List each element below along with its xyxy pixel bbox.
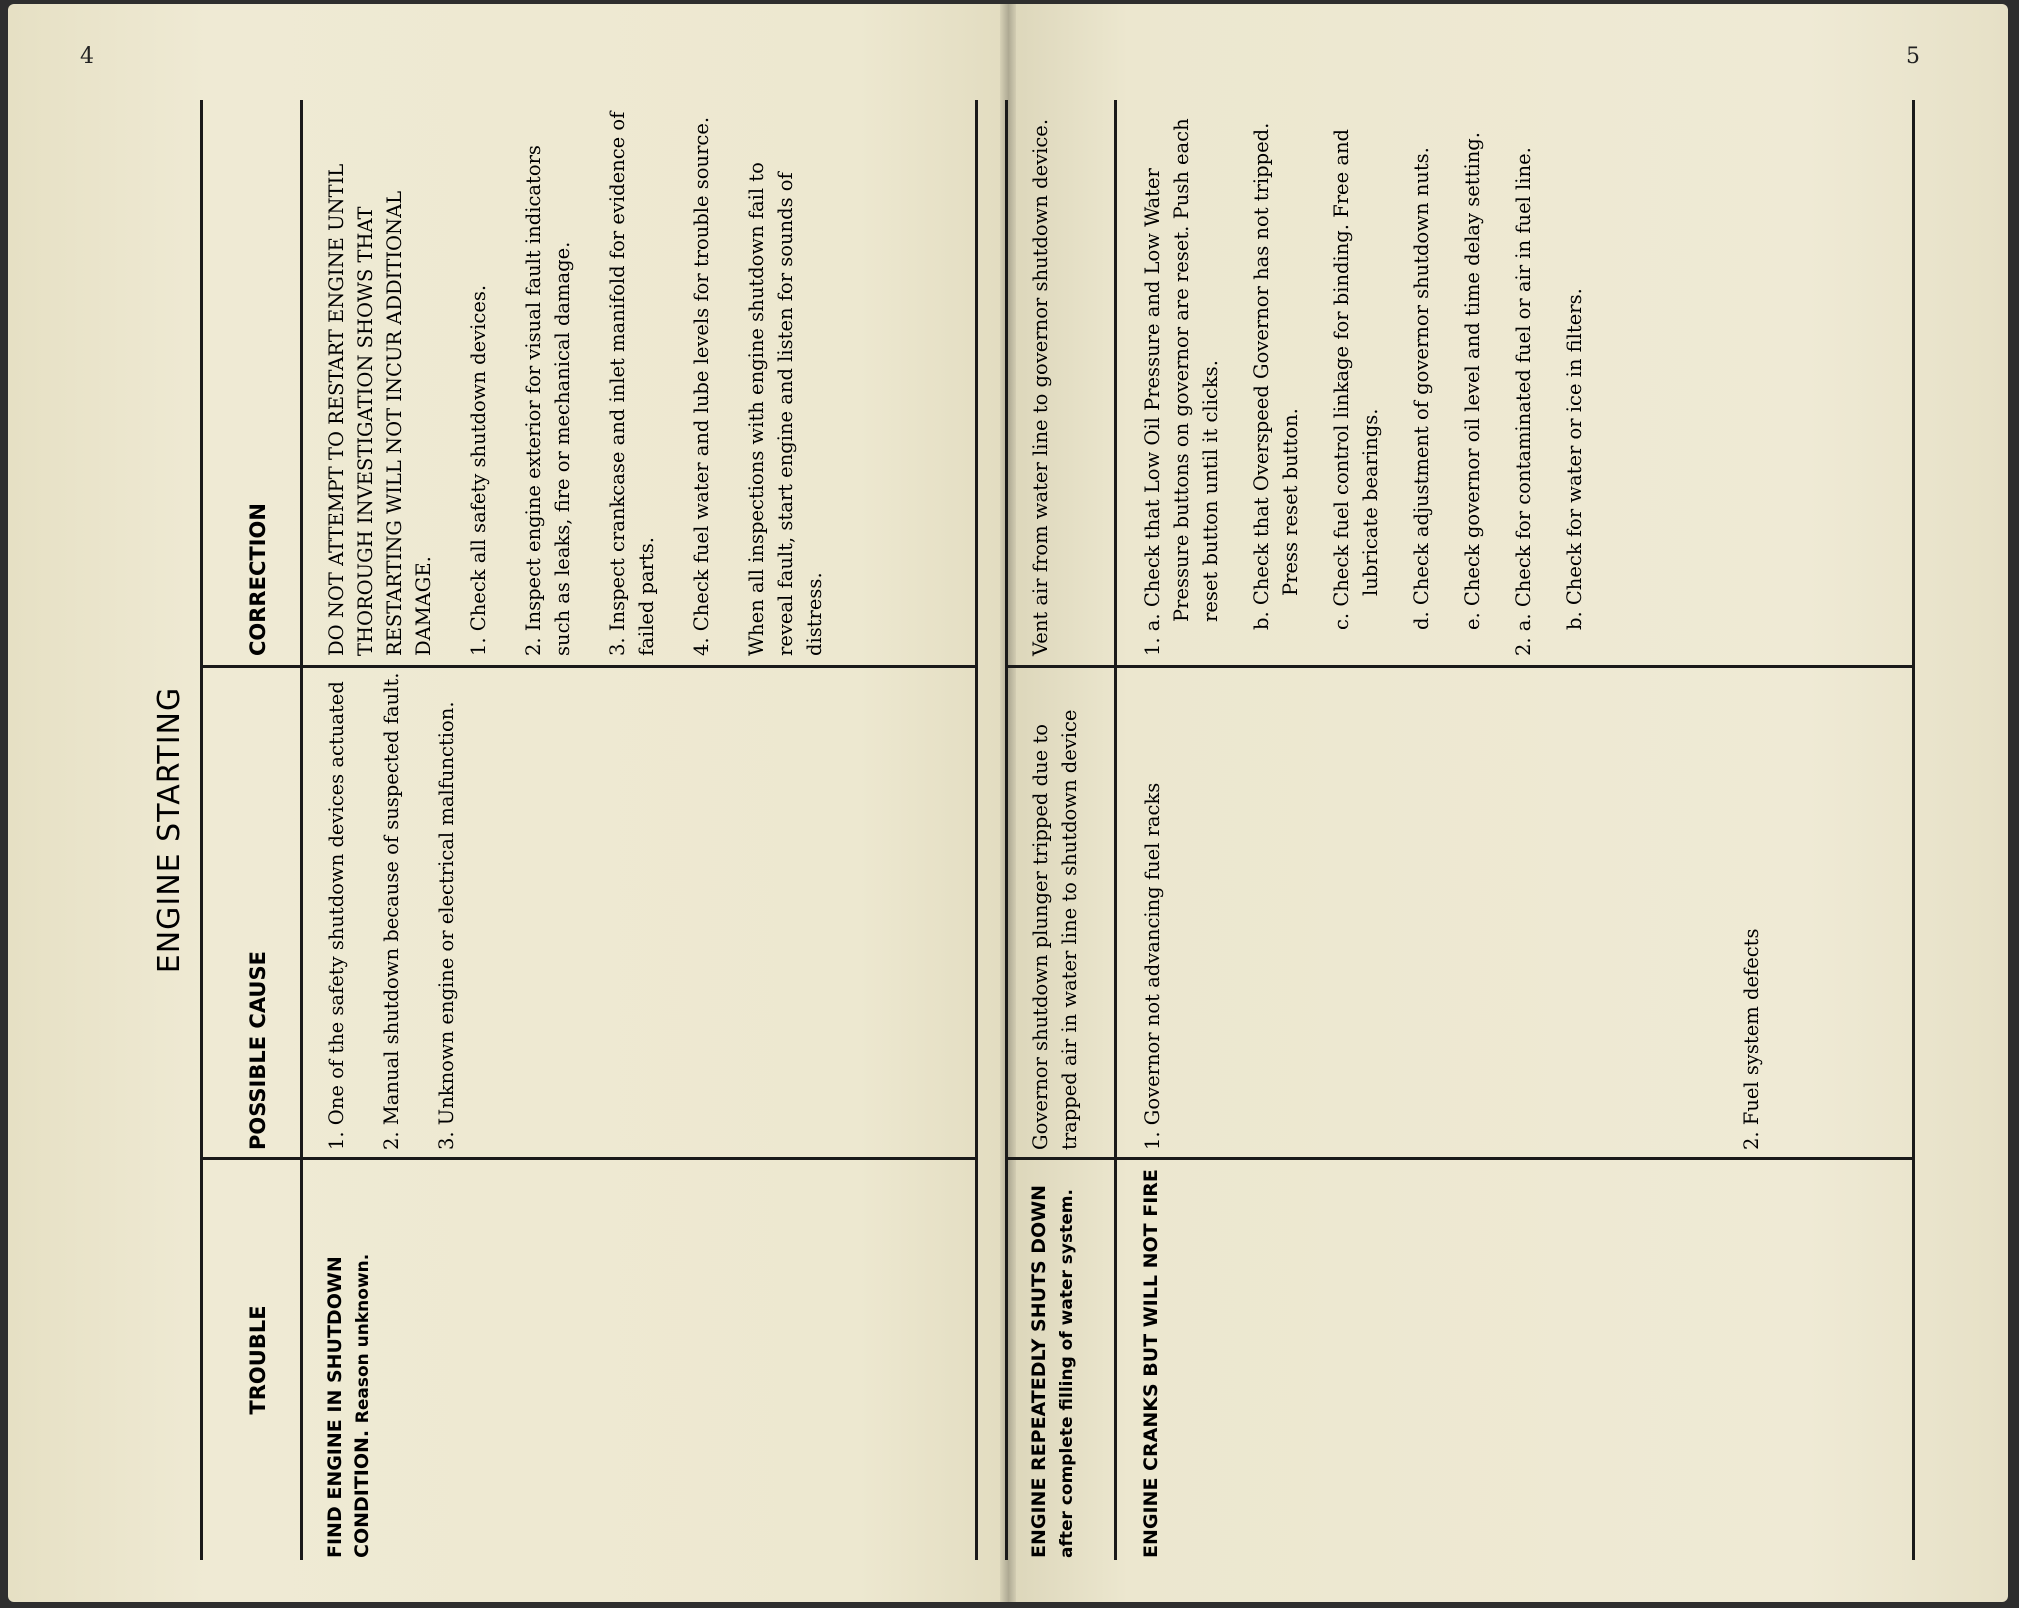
troubleshooting-table xyxy=(152,100,1940,1560)
cause-2-1: Governor shutdown plunger tripped due to trapped air in water line to shutdown device xyxy=(1029,709,1081,1150)
cause-3-2: 2. Fuel system defects xyxy=(1740,928,1763,1150)
header-rule xyxy=(300,100,303,1560)
col-divider-1-top xyxy=(200,1157,975,1160)
trouble-row-1-sub: Reason unknown. xyxy=(353,1253,373,1424)
correction-3-1e: e. Check governor oil level and time delay setting. xyxy=(1461,132,1484,630)
cause-1-3: 3. Unknown engine or electrical malfunction. xyxy=(435,701,458,1150)
cause-3-1: 1. Governor not advancing fuel racks xyxy=(1141,782,1164,1150)
correction-1-3: 3. Inspect crankcase and inlet manifold for evidence of failed parts. xyxy=(606,111,658,656)
col-divider-2-top xyxy=(200,665,975,668)
correction-1-5: When all inspections with engine shutdown fail to reveal fault, start engine and listen for sounds of distress. xyxy=(745,162,826,656)
correction-row-2 xyxy=(1026,106,1069,656)
correction-1-1: 1. Check all safety shutdown devices. xyxy=(467,284,490,656)
header-correction: CORRECTION xyxy=(246,503,270,656)
correction-1-2: 2. Inspect engine exterior for visual fault indicators such as leaks, fire or mechanical damage. xyxy=(522,145,574,656)
table-bottom-rule xyxy=(1912,100,1915,1560)
row2-bottom-rule xyxy=(1114,100,1117,1560)
correction-2-1: Vent air from water line to governor shutdown device. xyxy=(1029,118,1052,656)
trouble-row-3 xyxy=(1138,1158,1165,1558)
col-divider-2-bottom xyxy=(1005,665,1912,668)
correction-3-1c: c. Check fuel control linkage for binding. Free and lubricate bearings. xyxy=(1330,129,1382,630)
cause-1-1: 1. One of the safety shutdown devices actuated xyxy=(325,681,348,1150)
table-top-rule xyxy=(200,100,203,1560)
correction-1-4: 4. Check fuel water and lube levels for trouble source. xyxy=(690,116,713,656)
correction-3-1b: b. Check that Overspeed Governor has not tripped. Press reset button. xyxy=(1250,122,1302,630)
trouble-row-2-sub: after complete filling of water system. xyxy=(1057,1189,1077,1558)
header-possible-cause: POSSIBLE CAUSE xyxy=(246,951,270,1150)
correction-row-3 xyxy=(1138,106,1611,656)
cause-row-2 xyxy=(1026,670,1098,1150)
row2-top-rule xyxy=(1005,100,1008,1560)
right-page-number: 5 xyxy=(1906,44,1920,69)
page-title: ENGINE STARTING xyxy=(152,686,187,974)
correction-3-1a: 1. a. Check that Low Oil Pressure and Low Water Pressure buttons on governor are reset. Push each reset button until it clicks. xyxy=(1141,118,1222,656)
trouble-row-3-main: ENGINE CRANKS BUT WILL NOT FIRE xyxy=(1140,1169,1162,1558)
cause-row-3 xyxy=(1138,670,1792,1150)
correction-row-1 xyxy=(322,106,855,656)
cause-row-1 xyxy=(322,670,487,1150)
correction-3-2b: b. Check for water or ice in filters. xyxy=(1563,288,1586,630)
trouble-row-1-main: FIND ENGINE IN SHUTDOWN CONDITION. xyxy=(324,1256,373,1558)
trouble-row-2-main: ENGINE REPEATEDLY SHUTS DOWN xyxy=(1028,1184,1050,1558)
row1-bottom-rule xyxy=(975,100,978,1560)
cause-1-2: 2. Manual shutdown because of suspected fault. xyxy=(380,672,403,1150)
left-page-number: 4 xyxy=(80,44,94,69)
trouble-row-2 xyxy=(1026,1158,1081,1558)
header-trouble: TROUBLE xyxy=(246,1305,270,1415)
correction-3-1d: d. Check adjustment of governor shutdown nuts. xyxy=(1410,147,1433,630)
correction-1-warning: DO NOT ATTEMPT TO RESTART ENGINE UNTIL THOROUGH INVESTIGATION SHOWS THAT RESTARTING WILL NOT INCUR ADDITIONAL DAMAGE. xyxy=(325,163,435,656)
correction-3-2a: 2. a. Check for contaminated fuel or air in fuel line. xyxy=(1512,147,1535,656)
trouble-row-1 xyxy=(322,1158,377,1558)
